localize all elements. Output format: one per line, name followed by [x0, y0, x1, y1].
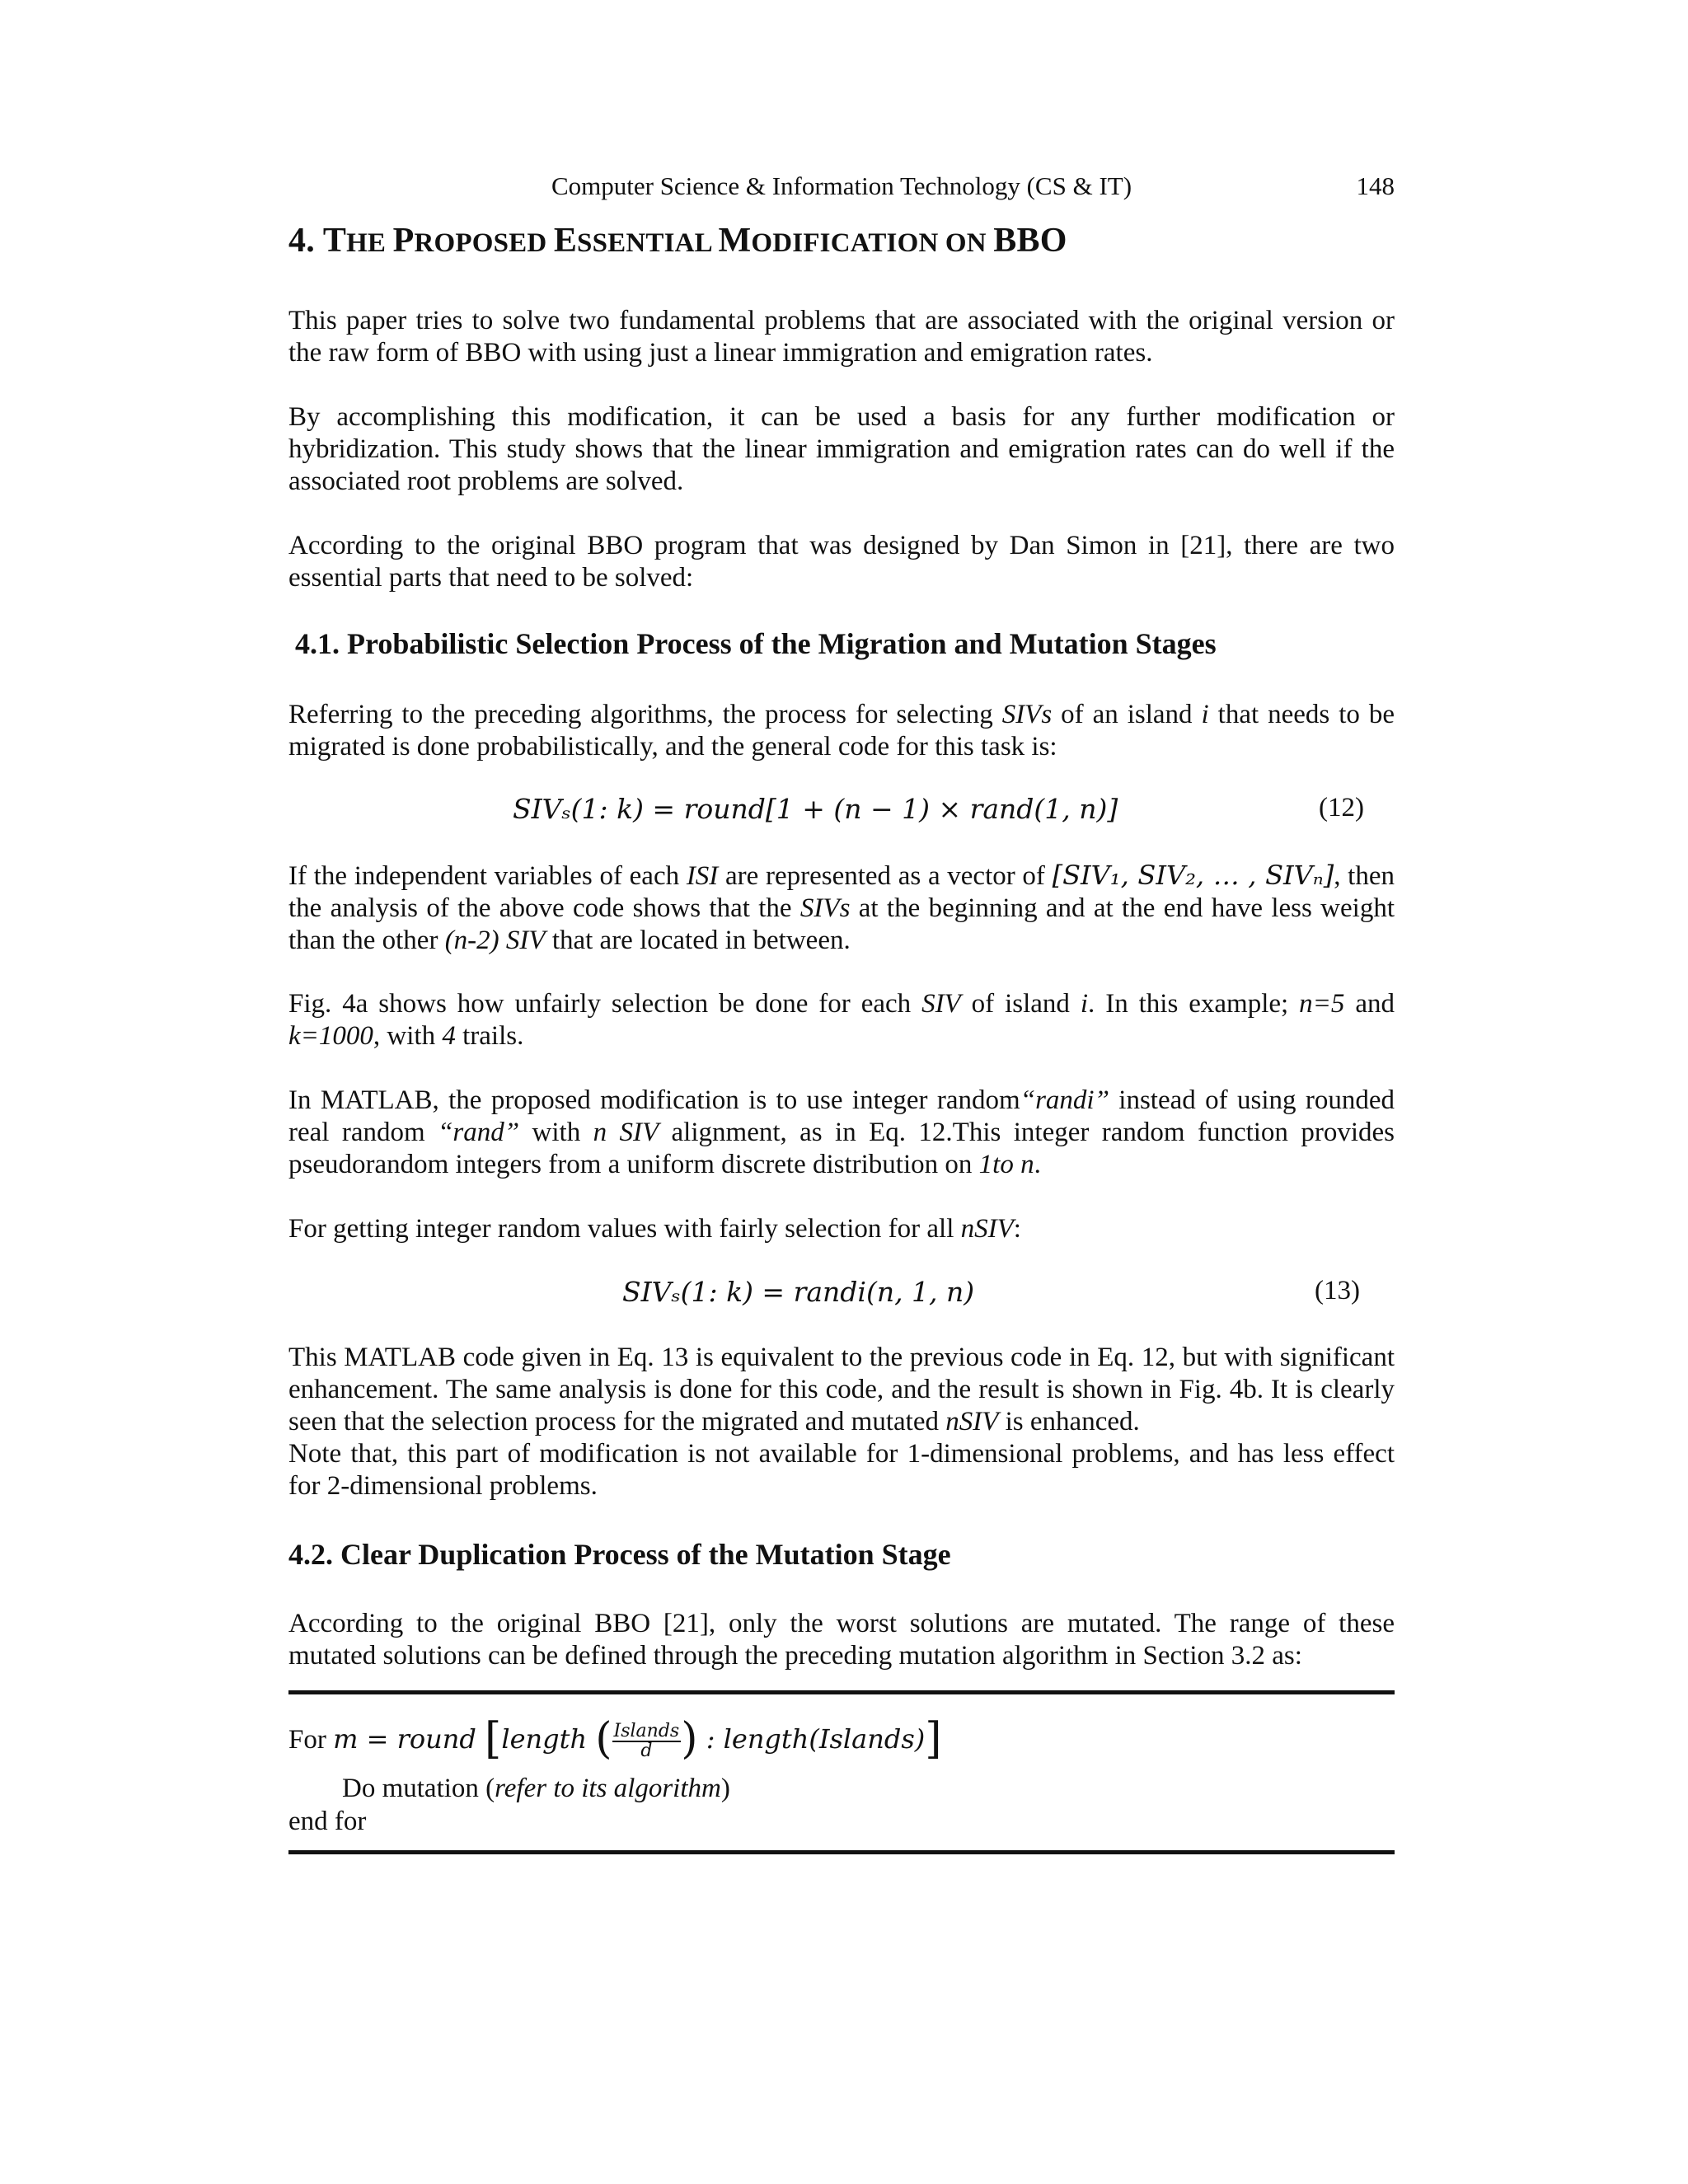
- algorithm-top-rule: [288, 1690, 1395, 1694]
- algorithm-end-line: end for: [288, 1807, 367, 1836]
- paragraph-2: By accomplishing this modification, it can be used a basis for any further modification or hybridization. This study shows that the linear immigration and emigration rates can do well if the associated root problems are solved.: [288, 402, 1395, 496]
- paragraph-4: Referring to the preceding algorithms, the process for selecting SIVs of an island i that needs to be migrated is done probabilistically, and the general code for this task is:: [288, 700, 1395, 762]
- paragraph-9: This MATLAB code given in Eq. 13 is equivalent to the previous code in Eq. 12, but with significant enhancement. The same analysis is done for this code, and the result is shown in Fig. 4b. It is clearly seen that the selection process for the migrated and mutated nSIV is enhanced.: [288, 1343, 1395, 1436]
- page-number: 148: [1356, 171, 1395, 200]
- equation-13-number: (13): [1315, 1276, 1360, 1305]
- section-4-1-heading: 4.1. Probabilistic Selection Process of the Migration and Mutation Stages: [295, 627, 1217, 660]
- section-4-2-heading: 4.2. Clear Duplication Process of the Mutation Stage: [288, 1538, 951, 1571]
- islands-over-d-fraction: $\frac{\text{Islands}}{d}$: [613, 1721, 680, 1762]
- paragraph-3: According to the original BBO program that was designed by Dan Simon in [21], there are two essential parts that need to be solved:: [288, 531, 1395, 593]
- equation-12: SIVₛ(1: k) = round[1 + (n − 1) × rand(1, n)]: [513, 793, 1118, 825]
- running-head: [288, 171, 1395, 204]
- paragraph-6: Fig. 4a shows how unfairly selection be done for each SIV of island i. In this example; n=5 and k=1000, with 4 trails.: [288, 989, 1395, 1051]
- equation-13: SIVₛ(1: k) = randi(n, 1, n): [622, 1276, 975, 1308]
- paragraph-10: Note that, this part of modification is not available for 1-dimensional problems, and has less effect for 2-dimensional problems.: [288, 1439, 1395, 1501]
- paragraph-8: For getting integer random values with fairly selection for all nSIV:: [288, 1214, 1021, 1244]
- journal-title: Computer Science & Information Technology (CS & IT): [551, 171, 1132, 200]
- paragraph-7: In MATLAB, the proposed modification is to use integer random“randi” instead of using rounded real random “rand” with n SIV alignment, as in Eq. 12.This integer random function provides pseudorandom integers from a uniform discrete distribution on 1to n.: [288, 1085, 1395, 1179]
- algorithm-bottom-rule: [288, 1850, 1395, 1854]
- section-4-heading: 4. THE PROPOSED ESSENTIAL MODIFICATION ON BBO: [288, 222, 1067, 260]
- paragraph-5: If the independent variables of each ISI are represented as a vector of [SIV₁, SIV₂, … , SIVₙ], then the analysis of the above code shows that the SIVs at the beginning and at the end have less weight than the other (n-2) SIV that are located in between.: [288, 860, 1395, 955]
- equation-12-number: (12): [1319, 793, 1364, 823]
- algorithm-for-line: For m = round [length ( $\frac{\text{Islands}}{d}$ ) : length(Islands)]: [288, 1714, 942, 1764]
- paragraph-1: This paper tries to solve two fundamental problems that are associated with the original version or the raw form of BBO with using just a linear immigration and emigration rates.: [288, 306, 1395, 368]
- paragraph-11: According to the original BBO [21], only the worst solutions are mutated. The range of these mutated solutions can be defined through the preceding mutation algorithm in Section 3.2 as:: [288, 1609, 1395, 1671]
- algorithm-do-line: Do mutation (refer to its algorithm): [342, 1774, 730, 1803]
